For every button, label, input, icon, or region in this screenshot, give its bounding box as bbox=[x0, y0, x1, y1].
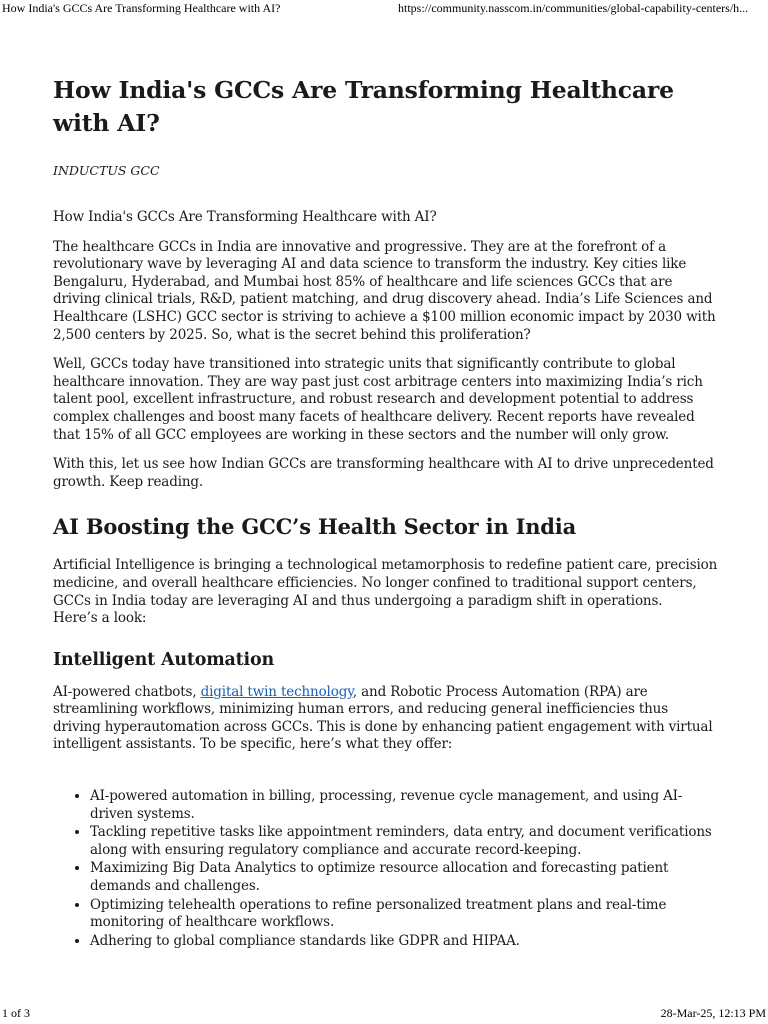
article-title: How India's GCCs Are Transforming Healthcare with AI? bbox=[53, 76, 674, 137]
section-paragraph-b: Here’s a look: bbox=[53, 610, 147, 627]
print-url: https://community.nasscom.in/communities/global-capability-centers/h... bbox=[398, 1, 749, 15]
section-heading: AI Boosting the GCC’s Health Sector in India bbox=[53, 514, 576, 540]
article-author[interactable]: INDUCTUS GCC bbox=[53, 163, 160, 178]
automation-text-after: , and Robotic Process Automation (RPA) are streamlining workflows, minimizing human errors, and reducing general inefficiencies thus driving hyperautomation across GCCs. This is done by enhancing patient engagement with virtual intelligent assistants. To be specific, here’s what they offer: bbox=[53, 683, 713, 753]
list-item: • Adhering to global compliance standards like GDPR and HIPAA. bbox=[90, 933, 718, 951]
paragraph: With this, let us see how Indian GCCs are transforming healthcare with AI to drive unprecedented growth. Keep reading. bbox=[53, 456, 714, 490]
list-item: • AI-powered automation in billing, processing, revenue cycle management, and using AI-driven systems. bbox=[90, 788, 718, 823]
page-counter: 1 of 3 bbox=[2, 1006, 30, 1020]
automation-paragraph bbox=[53, 684, 718, 754]
section-paragraph bbox=[53, 557, 718, 627]
list-item: • Optimizing telehealth operations to refine personalized treatment plans and real-time monitoring of healthcare workflows. bbox=[90, 897, 718, 932]
print-timestamp: 28-Mar-25, 12:13 PM bbox=[660, 1006, 766, 1020]
digital-twin-link[interactable]: digital twin technology bbox=[200, 683, 353, 700]
list-item: • Tackling repetitive tasks like appointment reminders, data entry, and document verifications along with ensuring regulatory compliance and accurate record-keeping. bbox=[90, 824, 718, 859]
intro-heading-text: How India's GCCs Are Transforming Healthcare with AI? bbox=[53, 209, 437, 225]
section-paragraph-a: Artificial Intelligence is bringing a technological metamorphosis to redefine patient care, precision medicine, and overall healthcare efficiencies. No longer confined to traditional support centers, GCCs in India today are leveraging AI and thus undergoing a paradigm shift in operations. bbox=[53, 557, 718, 609]
automation-bullet-list bbox=[53, 788, 718, 950]
list-item: • Maximizing Big Data Analytics to optimize resource allocation and forecasting patient demands and challenges. bbox=[90, 860, 718, 895]
automation-text-before: AI-powered chatbots, bbox=[53, 683, 201, 700]
print-page-title: How India's GCCs Are Transforming Healthcare with AI? bbox=[2, 1, 281, 15]
subsection-heading: Intelligent Automation bbox=[53, 649, 274, 670]
paragraph: Well, GCCs today have transitioned into strategic units that significantly contribute to global healthcare innovation. They are way past just cost arbitrage centers into maximizing India’s rich talent pool, excellent infrastructure, and robust research and development potential to address complex challenges and boost many facets of healthcare delivery. Recent reports have revealed that 15% of all GCC employees are working in these sectors and the number will only grow. bbox=[53, 356, 703, 443]
print-header bbox=[0, 1, 768, 17]
print-footer bbox=[0, 1006, 768, 1022]
paragraph: The healthcare GCCs in India are innovative and progressive. They are at the forefront of a revolutionary wave by leveraging AI and data science to transform the industry. Key cities like Bengaluru, Hyderabad, and Mumbai host 85% of healthcare and life sciences GCCs that are driving clinical trials, R&D, patient matching, and drug discovery ahead. India’s Life Sciences and Healthcare (LSHC) GCC sector is striving to achieve a $100 million economic impact by 2030 with 2,500 centers by 2025. So, what is the secret behind this proliferation? bbox=[53, 238, 716, 343]
article bbox=[53, 74, 718, 951]
